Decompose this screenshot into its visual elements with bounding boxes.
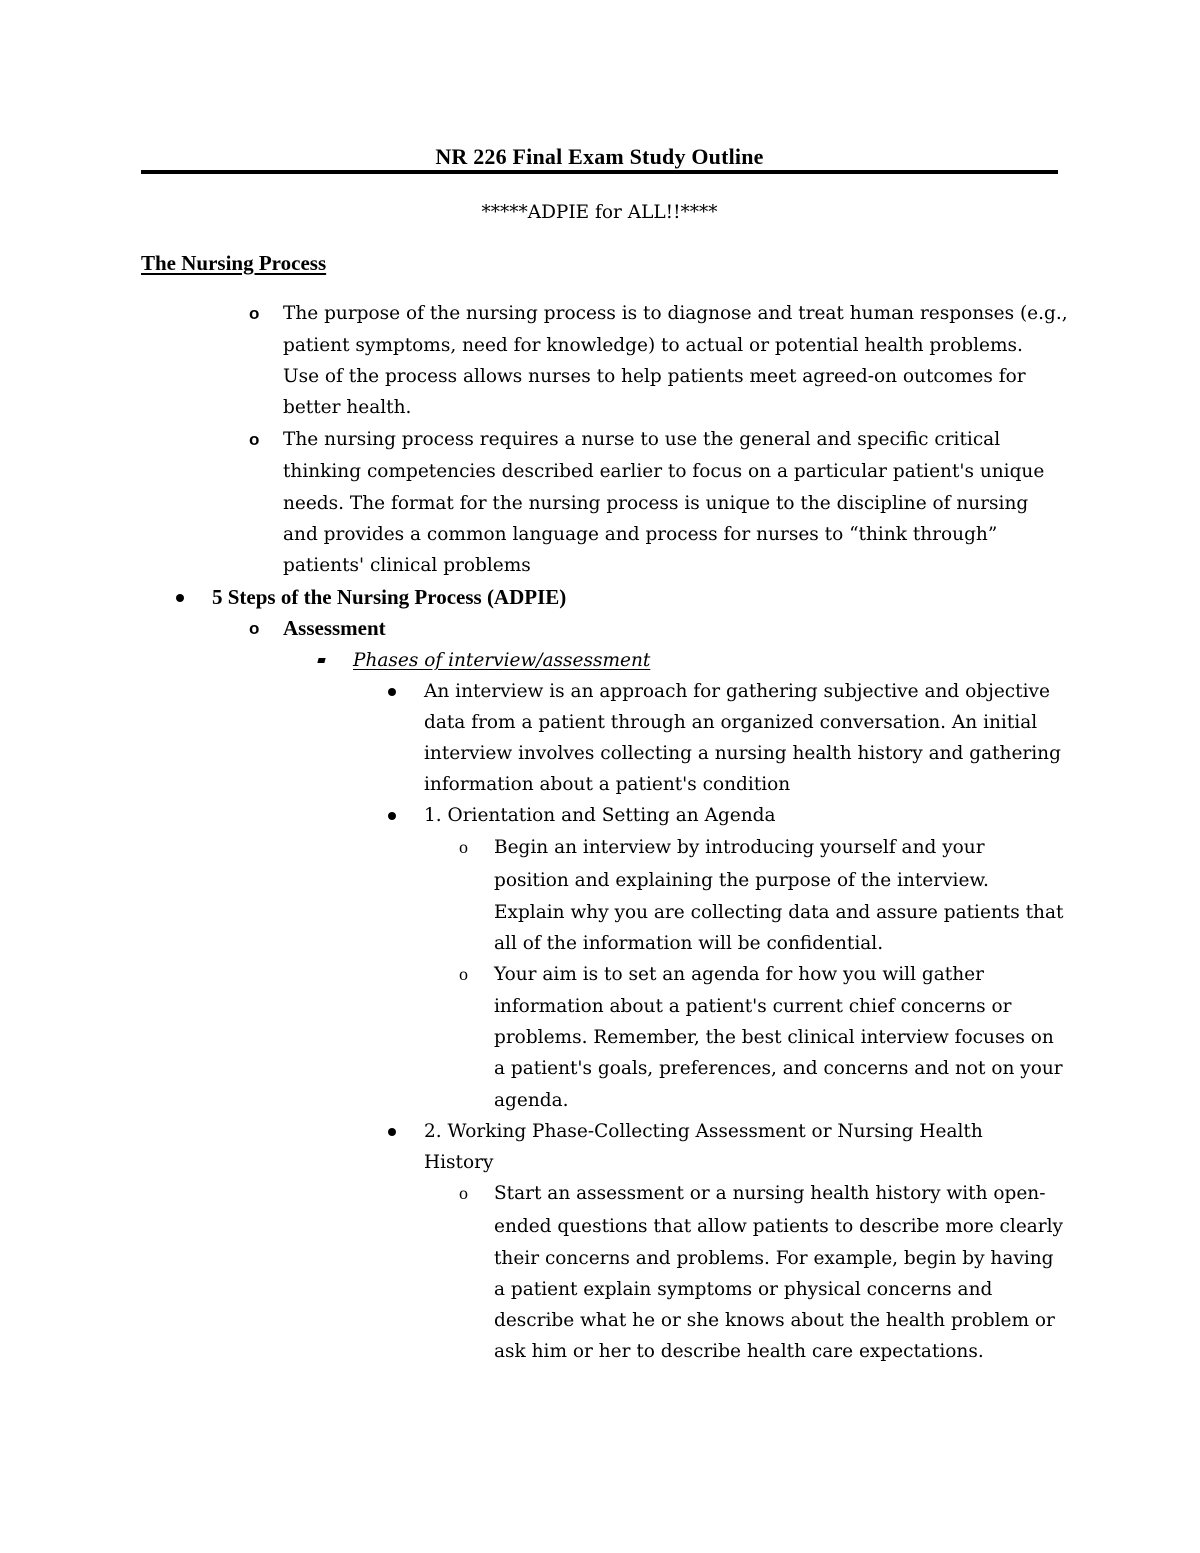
square-bullet-icon [317, 658, 325, 663]
o-bullet-icon: o [249, 304, 260, 323]
o-bullet-icon: o [249, 619, 260, 638]
working-start-line-1: Start an assessment or a nursing health history with open- [494, 1183, 1046, 1204]
adpie-tagline: *****ADPIE for ALL!!**** [481, 202, 718, 223]
working-start-line-4: a patient explain symptoms or physical concerns and [494, 1279, 993, 1300]
title-underline-rule [141, 170, 1058, 174]
requires-line-3: needs. The format for the nursing process is unique to the discipline of nursing [283, 493, 1029, 514]
bullet-dot-icon [388, 688, 396, 696]
orientation-heading: 1. Orientation and Setting an Agenda [424, 805, 776, 826]
working-line-2: History [424, 1152, 494, 1173]
purpose-line-1: The purpose of the nursing process is to diagnose and treat human responses (e.g., [283, 303, 1068, 324]
working-start-line-6: ask him or her to describe health care expectations. [494, 1341, 984, 1362]
working-line-1: 2. Working Phase-Collecting Assessment or Nursing Health [424, 1121, 983, 1142]
purpose-line-3: Use of the process allows nurses to help patients meet agreed-on outcomes for [283, 366, 1026, 387]
o-bullet-icon: o [459, 964, 468, 984]
working-start-line-3: their concerns and problems. For example, begin by having [494, 1248, 1054, 1269]
requires-line-5: patients' clinical problems [283, 555, 531, 576]
assessment-heading: Assessment [283, 616, 386, 640]
interview-line-1: An interview is an approach for gathering subjective and objective [424, 681, 1050, 702]
bullet-dot-icon [176, 594, 184, 602]
orientation-begin-line-3: Explain why you are collecting data and assure patients that [494, 902, 1064, 923]
bullet-dot-icon [388, 812, 396, 820]
o-bullet-icon: o [249, 430, 260, 449]
orientation-aim-line-2: information about a patient's current chief concerns or [494, 996, 1012, 1017]
orientation-begin-line-1: Begin an interview by introducing yourself and your [494, 837, 985, 858]
requires-line-2: thinking competencies described earlier to focus on a particular patient's unique [283, 461, 1045, 482]
orientation-aim-line-3: problems. Remember, the best clinical interview focuses on [494, 1027, 1054, 1048]
purpose-line-2: patient symptoms, need for knowledge) to actual or potential health problems. [283, 335, 1023, 356]
working-start-line-5: describe what he or she knows about the health problem or [494, 1310, 1055, 1331]
purpose-line-4: better health. [283, 397, 412, 418]
requires-line-1: The nursing process requires a nurse to use the general and specific critical [283, 429, 1001, 450]
working-start-line-2: ended questions that allow patients to describe more clearly [494, 1216, 1064, 1237]
orientation-aim-line-5: agenda. [494, 1090, 569, 1111]
document-title: NR 226 Final Exam Study Outline [435, 144, 764, 169]
o-bullet-icon: o [459, 1183, 468, 1203]
interview-line-2: data from a patient through an organized conversation. An initial [424, 712, 1038, 733]
requires-line-4: and provides a common language and process for nurses to “think through” [283, 524, 998, 545]
orientation-begin-line-4: all of the information will be confidential. [494, 933, 884, 954]
orientation-aim-line-4: a patient's goals, preferences, and concerns and not on your [494, 1058, 1063, 1079]
section-heading-nursing-process: The Nursing Process [141, 251, 327, 275]
interview-line-3: interview involves collecting a nursing health history and gathering [424, 743, 1061, 764]
orientation-aim-line-1: Your aim is to set an agenda for how you will gather [494, 964, 984, 985]
o-bullet-icon: o [459, 837, 468, 857]
steps-heading: 5 Steps of the Nursing Process (ADPIE) [212, 585, 567, 609]
orientation-begin-line-2: position and explaining the purpose of the interview. [494, 870, 989, 891]
interview-line-4: information about a patient's condition [424, 774, 791, 795]
bullet-dot-icon [388, 1128, 396, 1136]
phases-heading: Phases of interview/assessment [353, 650, 651, 671]
